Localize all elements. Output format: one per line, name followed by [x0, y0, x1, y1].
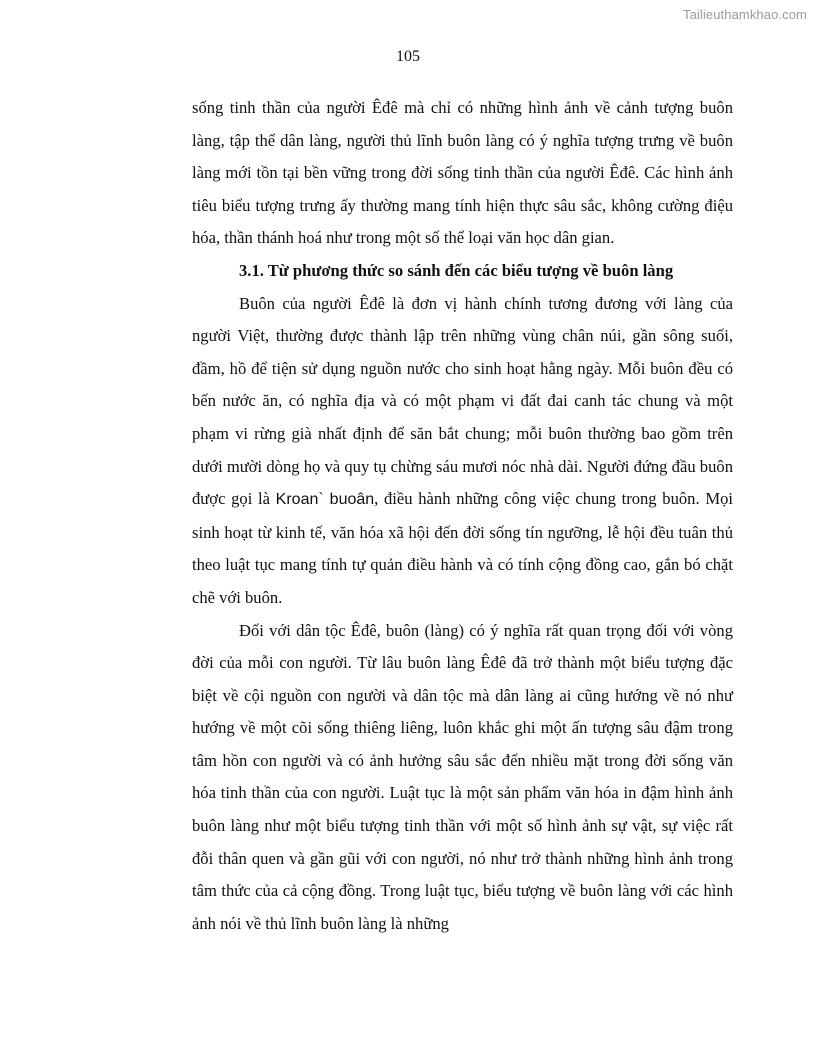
page-number: 105 — [396, 48, 420, 65]
intro-paragraph: sống tinh thần của người Êđê mà chỉ có những hình ảnh về cảnh tượng buôn làng, tập thể dân làng, người thủ lĩnh buôn làng có ý nghĩa tượng trưng về buôn làng mới tồn tại bền vững trong đời sống tinh thần của người Êđê. Các hình ảnh tiêu biểu tượng trưng ấy thường mang tính hiện thực sâu sắc, không cường điệu hóa, thần thánh hoá như trong một số thể loại văn học dân gian. — [192, 98, 733, 248]
paragraph-buon-definition — [192, 288, 733, 615]
paragraph-buon-significance: Đối với dân tộc Êđê, buôn (làng) có ý nghĩa rất quan trọng đối với vòng đời của mỗi con người. Từ lâu buôn làng Êđê đã trở thành một biểu tượng đặc biệt về cội nguồn con người và dân tộc mà dân làng ai cũng hướng về nó như hướng về một cõi sống thiêng liêng, luôn khắc ghi một ấn tượng sâu đậm trong tâm hồn con người và có ảnh hưởng sâu sắc đến nhiều mặt trong đời sống văn hóa tinh thần của con người. Luật tục là một sản phẩm văn hóa in đậm hình ảnh buôn làng như một biểu tượng tinh thần với một số hình ảnh sự vật, sự việc rất đỗi thân quen và gần gũi với con người, nó như trở thành những hình ảnh trong tâm thức của cả cộng đồng. Trong luật tục, biểu tượng về buôn làng với các hình ảnh nói về thủ lĩnh buôn làng là những — [192, 620, 733, 933]
paragraph-text: , điều hành những công việc chung trong buôn. Mọi sinh hoạt từ kinh tế, văn hóa xã hội đến đời sống tín ngưỡng, lễ hội đều tuân thủ theo luật tục mang tính tự quản điều hành và có tính cộng đồng cao, gắn bó chặt chẽ với buôn. — [192, 489, 733, 607]
watermark: Tailieuthamkhao.com — [682, 7, 807, 22]
paragraph-text: Buôn của người Êđê là đơn vị hành chính tương đương với làng của người Việt, thường được thành lập trên những vùng chân núi, gần sông suối, đầm, hồ để tiện sử dụng nguồn nước cho sinh hoạt hằng ngày. Mỗi buôn đều có bến nước ăn, có nghĩa địa và có một phạm vi đất đai canh tác chung và một phạm vi rừng già nhất định để săn bắt chung; mỗi buôn thường bao gồm trên dưới mười dòng họ và quy tụ chừng sáu mươi nóc nhà dài. Người đứng đầu buôn được gọi là — [192, 293, 733, 509]
document-body — [192, 92, 733, 940]
section-heading: 3.1. Từ phương thức so sánh đến các biểu tượng về buôn làng — [239, 260, 674, 280]
kroan-buoan-term: Kroan` buoân — [275, 491, 375, 509]
